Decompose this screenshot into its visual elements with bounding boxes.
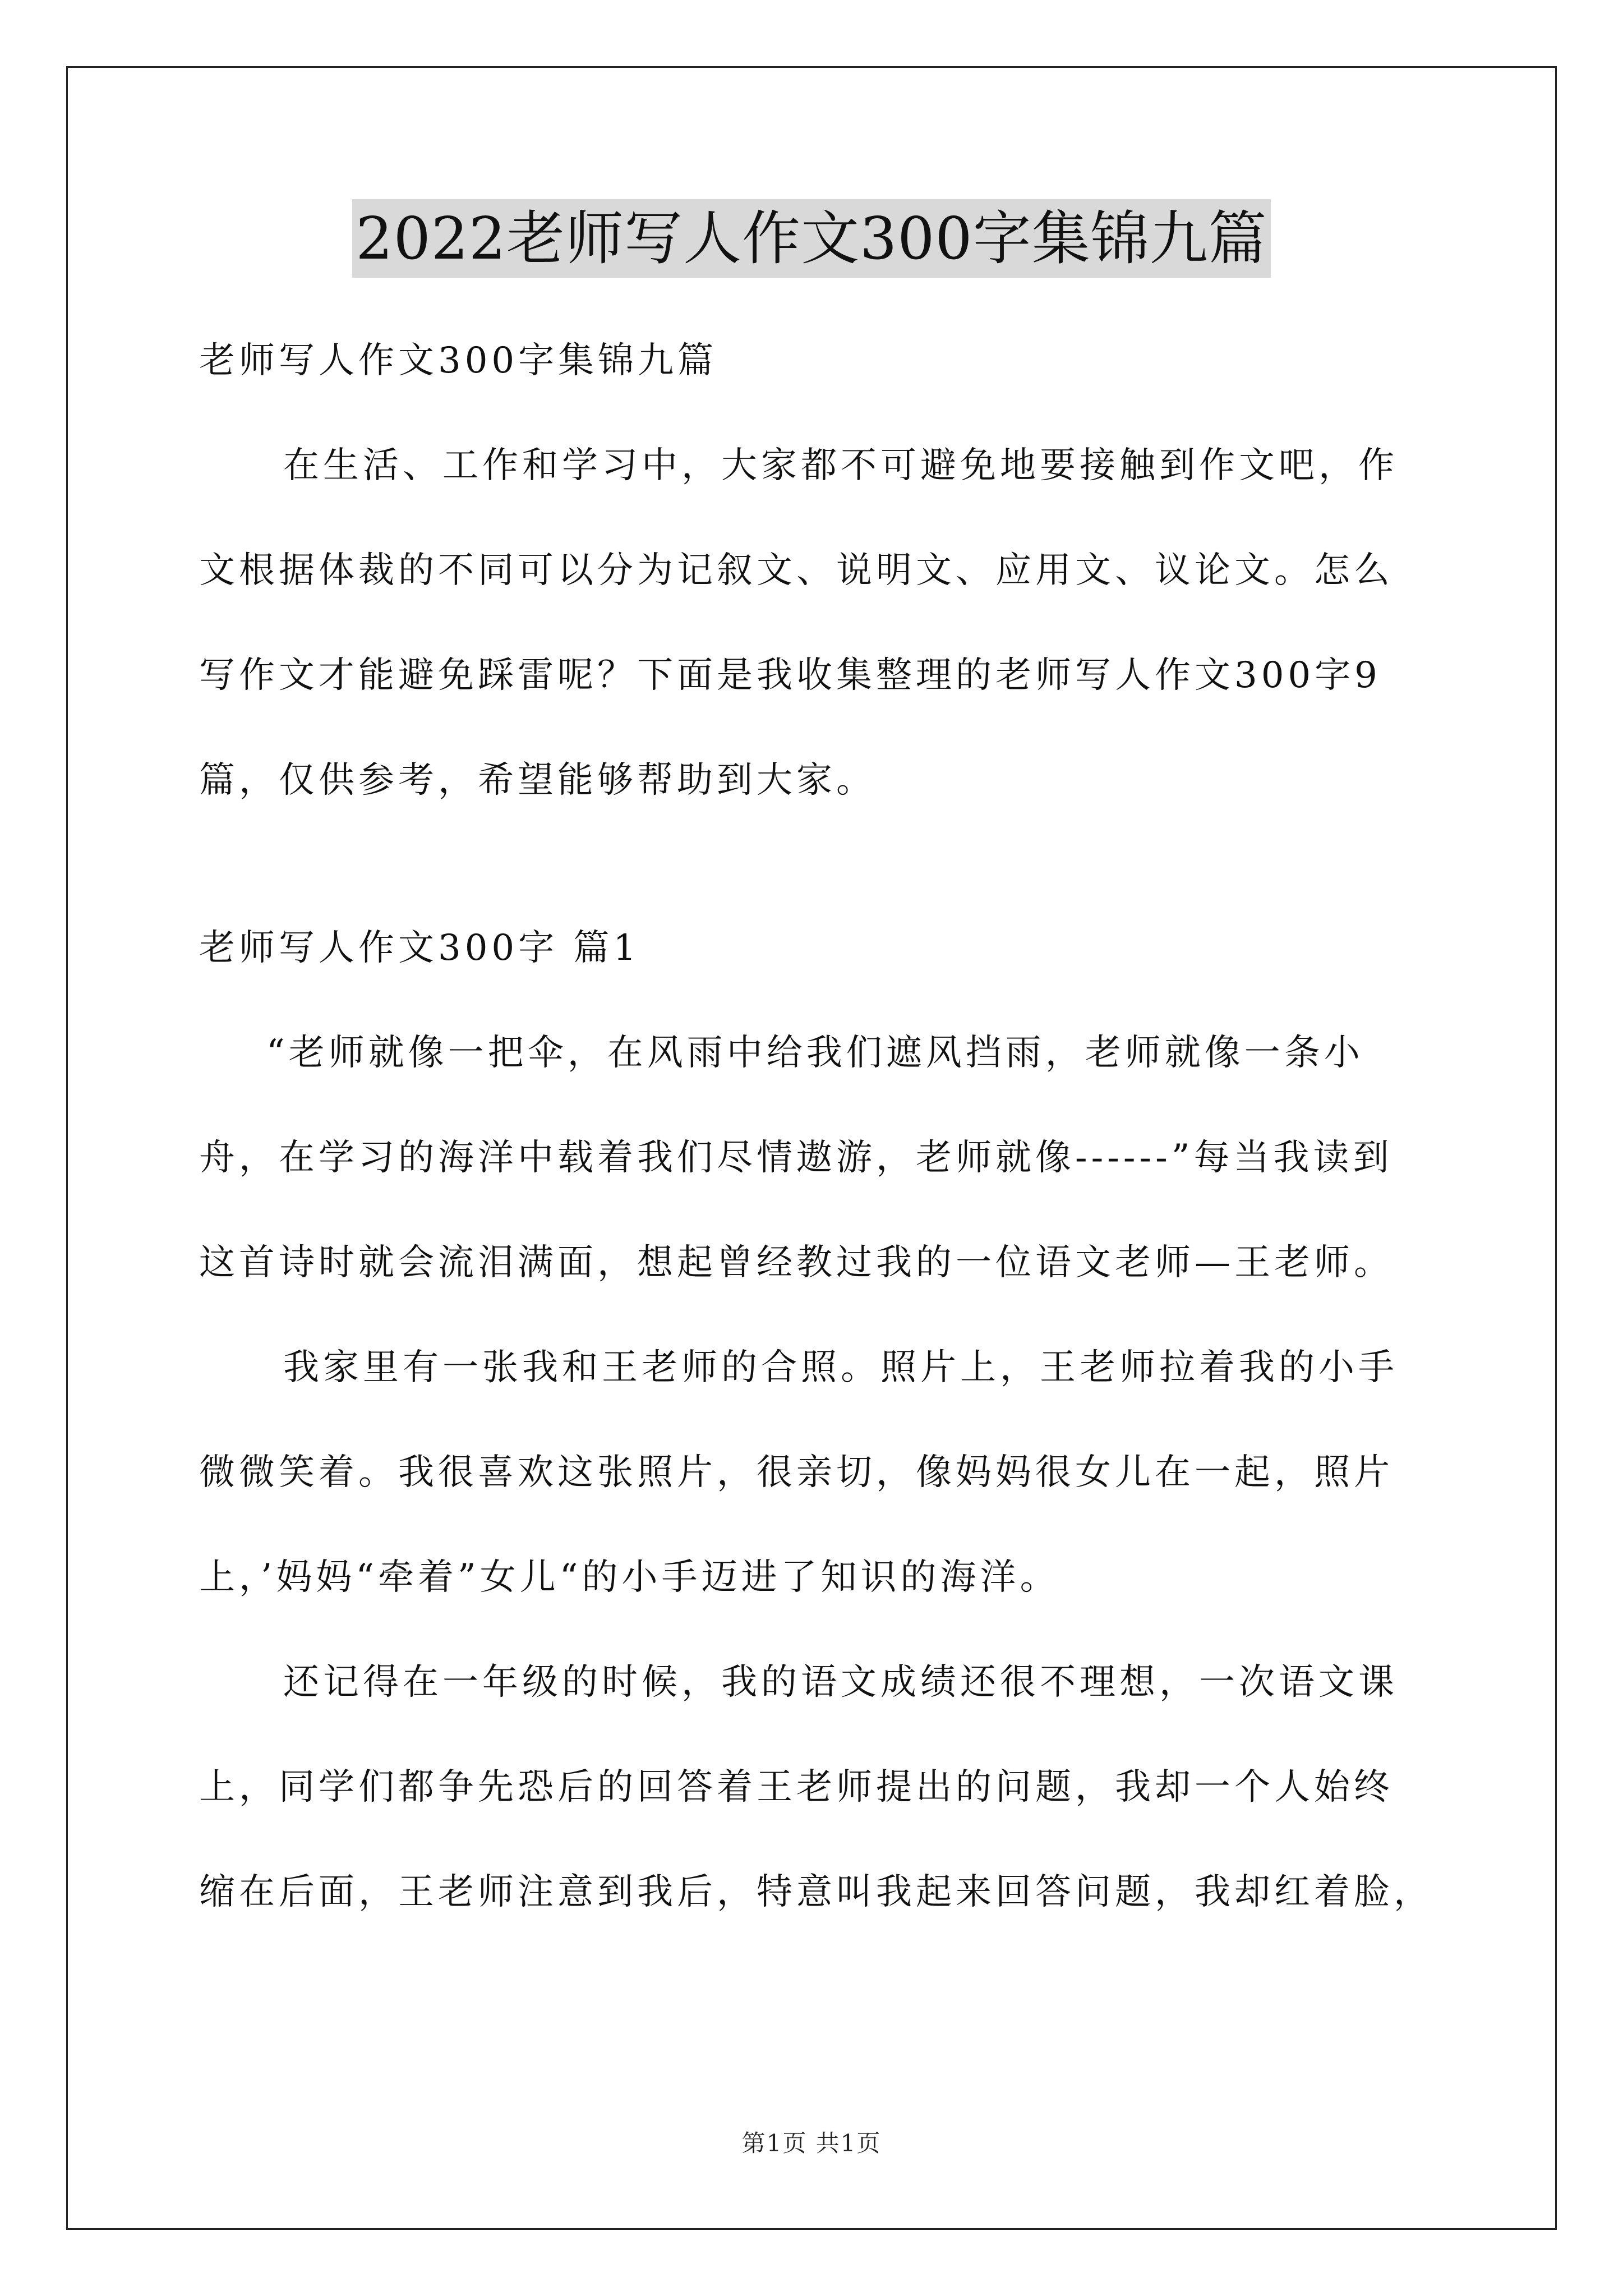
paragraph-line: 缩在后面，王老师注意到我后，特意叫我起来回答问题，我却红着脸， [199,1871,1433,1913]
paragraph-line: 上，同学们都争先恐后的回答着王老师提出的问题，我却一个人始终 [199,1766,1394,1808]
document-subtitle: 老师写人作文300字集锦九篇 [199,340,718,381]
section-gap [199,833,1427,896]
section-heading: 老师写人作文300字 篇1 [199,927,640,969]
paragraph-line: 上，’妈妈“牵着”女儿“的小手迈进了知识的海洋。 [199,1557,1060,1598]
document-title: 2022老师写人作文300字集锦九篇 [352,199,1270,278]
document-body [199,309,1433,1945]
intro-line: 在生活、工作和学习中，大家都不可避免地要接触到作文吧，作 [283,445,1398,486]
intro-line: 篇，仅供参考，希望能够帮助到大家。 [199,760,876,801]
page-footer: 第1页 共1页 [741,2129,882,2157]
intro-line: 写作文才能避免踩雷呢？下面是我收集整理的老师写人作文300字9 [199,655,1381,696]
paragraph-line: 舟，在学习的海洋中载着我们尽情遨游，老师就像------”每当我读到 [199,1137,1393,1179]
intro-line: 文根据体裁的不同可以分为记叙文、说明文、应用文、议论文。怎么 [199,550,1394,591]
title-block [0,199,1623,278]
paragraph-line: 这首诗时就会流泪满面，想起曾经教过我的一位语文老师—王老师。 [199,1242,1394,1283]
paragraph-line: 微微笑着。我很喜欢这张照片，很亲切，像妈妈很女儿在一起，照片 [199,1452,1394,1493]
paragraph-line: “老师就像一把伞，在风雨中给我们遮风挡雨，老师就像一条小 [266,1032,1364,1074]
paragraph-line: 还记得在一年级的时候，我的语文成绩还很不理想，一次语文课 [283,1662,1398,1703]
paragraph-line: 我家里有一张我和王老师的合照。照片上，王老师拉着我的小手 [283,1347,1398,1388]
